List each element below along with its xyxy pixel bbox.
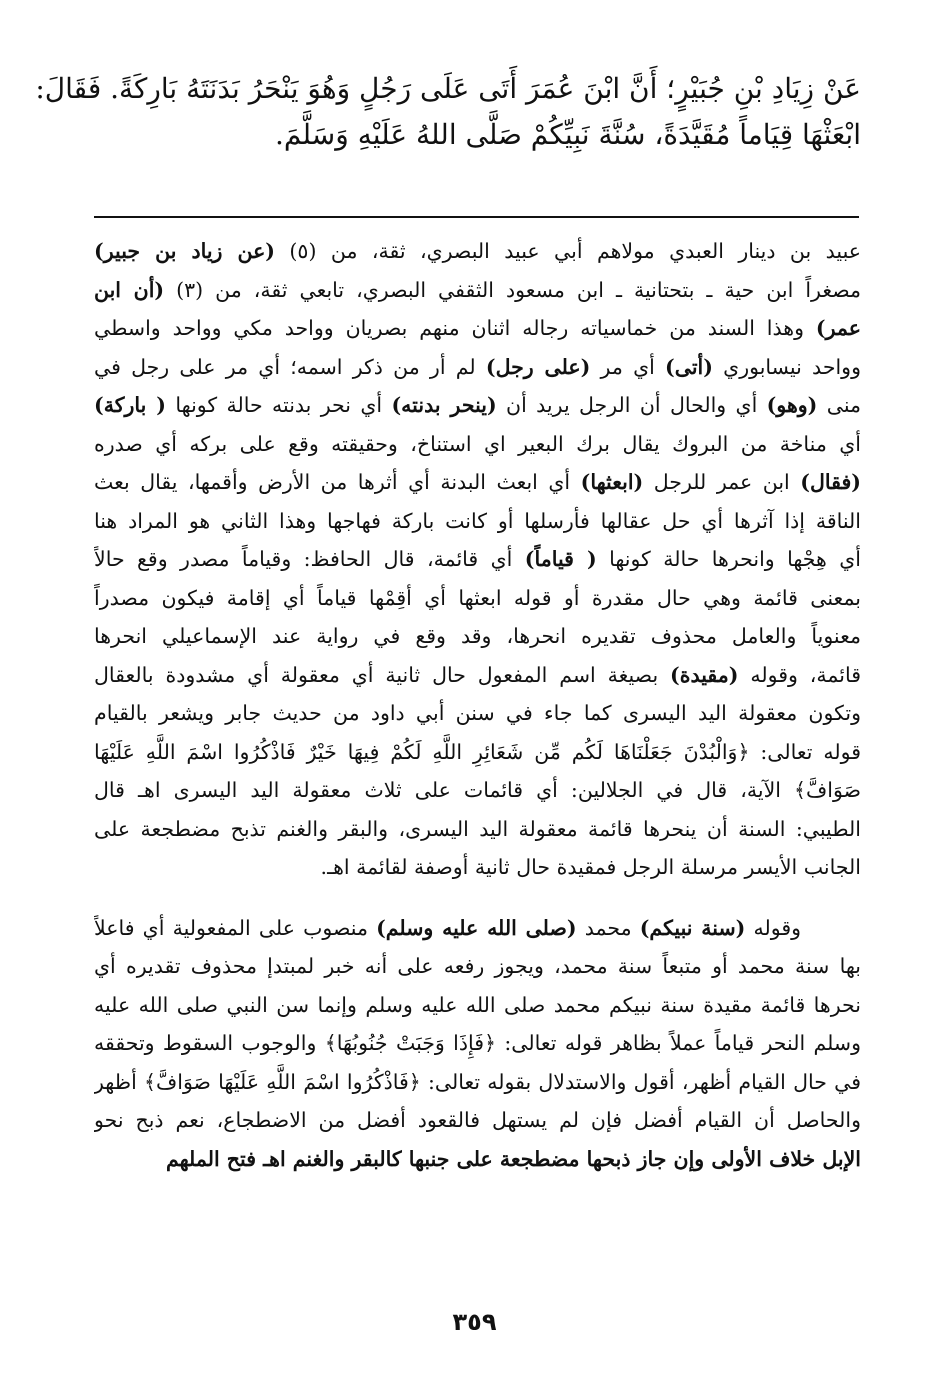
hadith-text [35, 66, 861, 158]
commentary-line: وقوله (سنة نبيكم) محمد (صلى الله عليه وسلم) منصوب على المفعولية أي فاعلاً [94, 915, 802, 940]
bold-quote: (سنة نبيكم) [639, 915, 746, 940]
commentary-line: بها سنة محمد أو متبعاً سنة محمد، ويجوز رفعه على أنه خبر لمبتدإ محذوف تقديره أي [94, 954, 861, 978]
bold-quote: (على رجل) [485, 354, 591, 379]
page-number: ٣٥٩ [452, 1308, 497, 1336]
commentary-line: أي هِجْها وانحرها حالة كونها ( قياماً) أي قائمة، قال الحافظ: وقياماً مصدر وقع حالاً [94, 547, 861, 571]
commentary-paragraph-1 [94, 232, 861, 887]
commentary-line: وتكون معقولة اليد اليسرى كما جاء في سنن أبي داود من حديث جابر ويشعر بالقيام [94, 701, 861, 725]
commentary-line: الطيبي: السنة أن ينحرها قائمة معقولة اليد اليسرى، والبقر والغنم تذبح مضطجعة على [94, 816, 861, 841]
commentary-line: الجانب الأيسر مرسلة الرجل فمقيدة حال ثانية أوصفة لقائمة اهـ. [320, 855, 861, 879]
bold-quote: (ينحر بدنته) [391, 393, 497, 417]
bold-quote: (ابعثها) [580, 470, 644, 494]
commentary-line: في حال القيام أظهر، أقول والاستدلال بقوله تعالى: ﴿فَاذْكُرُوا اسْمَ اللَّهِ عَلَيْهَا صَوَافَّ﴾ أظهر [94, 1069, 861, 1094]
footnote-divider [94, 216, 859, 218]
commentary-line: وسلم النحر قياماً عملاً بظاهر قوله تعالى: ﴿فَإِذَا وَجَبَتْ جُنُوبُهَا﴾ والوجوب السقوط وتحققه [94, 1031, 861, 1055]
bold-quote: (أتى) [665, 354, 713, 379]
commentary-line: معنوياً والعامل محذوف تقديره انحرها، وقد وقع في رواية عند الإسماعيلي انحرها [94, 624, 861, 648]
bold-quote: (مقيدة) [670, 662, 739, 687]
bold-quote: (صلى الله عليه وسلم) [376, 915, 577, 940]
commentary-line: وواحد نيسابوري (أتى) أي مر (على رجل) لم أر من ذكر اسمه؛ أي مر على رجل في [94, 354, 861, 379]
bold-quote: (فقال) [800, 470, 861, 494]
commentary-line: عمر) وهذا السند من خماسياته رجاله اثنان منهم بصريان وواحد مكي وواحد واسطي [94, 316, 861, 340]
hadith-line: عَنْ زِيَادِ بْنِ جُبَيْرٍ؛ أَنَّ ابْنَ عُمَرَ أَتَى عَلَى رَجُلٍ وَهُوَ يَنْحَرُ بَدَنَتَهُ بَارِكَةً. فَقَالَ: [35, 72, 861, 105]
commentary-line: صَوَافَّ﴾ الآية، قال في الجلالين: أي قائمات على ثلاث معقولة اليد اليسرى اهـ قال [94, 778, 861, 802]
commentary-line: نحرها قائمة مقيدة سنة نبيكم محمد صلى الله عليه وسلم وإنما سن النبي صلى الله عليه [94, 992, 861, 1017]
hadith-line: ابْعَثْهَا قِيَاماً مُقَيَّدَةً، سُنَّةَ نَبِيِّكُمْ صَلَّى اللهُ عَلَيْهِ وَسَلَّمَ. [275, 118, 861, 151]
commentary-line: (فقال) ابن عمر للرجل (ابعثها) أي ابعث البدنة أي أثرها من الأرض وأقمها، يقال بعث [94, 470, 861, 494]
commentary-line: مصغراً ابن حية ـ بتحتانية ـ ابن مسعود الثقفي البصري، تابعي ثقة، من (٣) (أن ابن [94, 277, 861, 302]
bold-quote: الإبل خلاف الأولى وإن جاز ذبحها مضطجعة على جنبها كالبقر والغنم اهـ فتح الملهم [165, 1146, 861, 1171]
commentary-paragraph-2 [94, 909, 861, 1179]
commentary-line: عبيد بن دينار العبدي مولاهم أبي عبيد البصري، ثقة، من (٥) (عن زياد بن جبير) [94, 239, 861, 263]
bold-quote: (أن ابن [94, 277, 165, 302]
commentary-line: قائمة، وقوله (مقيدة) بصيغة اسم المفعول حال ثانية أي معقولة أي مشدودة بالعقال [94, 662, 861, 687]
commentary-line: بمعنى قائمة وهي حال مقدرة أو قوله ابعثها أي أقِمْها قياماً أي إقامة فيكون مصدراً [94, 585, 861, 610]
commentary-line: قوله تعالى: ﴿وَالْبُدْنَ جَعَلْنَاهَا لَكُم مِّن شَعَائِرِ اللَّهِ لَكُمْ فِيهَا خَيْرٌ فَاذْكُرُوا اسْمَ اللَّهِ عَلَيْهَا [94, 739, 861, 764]
bold-quote: عمر) [815, 316, 861, 340]
commentary-line: منى (وهو) أي والحال أن الرجل يريد أن (ينحر بدنته) أي نحر بدنته حالة كونها ( باركة) [94, 393, 861, 417]
bold-quote: (عن زياد بن جبير) [94, 239, 275, 263]
commentary-line: أي مناخة من البروك يقال برك البعير اي استناخ، وحقيقته وقع على بركه أي صدره [94, 431, 861, 456]
bold-quote: (وهو) [766, 393, 818, 417]
bold-quote: ( باركة) [94, 393, 166, 417]
commentary-line: والحاصل أن القيام أفضل فإن لم يستهل فالقعود أفضل من الاضطجاع، نعم ذبح نحو [94, 1108, 861, 1132]
bold-quote: ( قياماً) [524, 547, 597, 571]
commentary [94, 232, 861, 1178]
paragraph-gap [94, 887, 861, 909]
commentary-line: الناقة إذا آثرها أي حل عقالها فأرسلها أو كانت باركة فهاجها وهذا الثاني هو المراد هنا [94, 508, 861, 533]
commentary-line [94, 1140, 861, 1179]
